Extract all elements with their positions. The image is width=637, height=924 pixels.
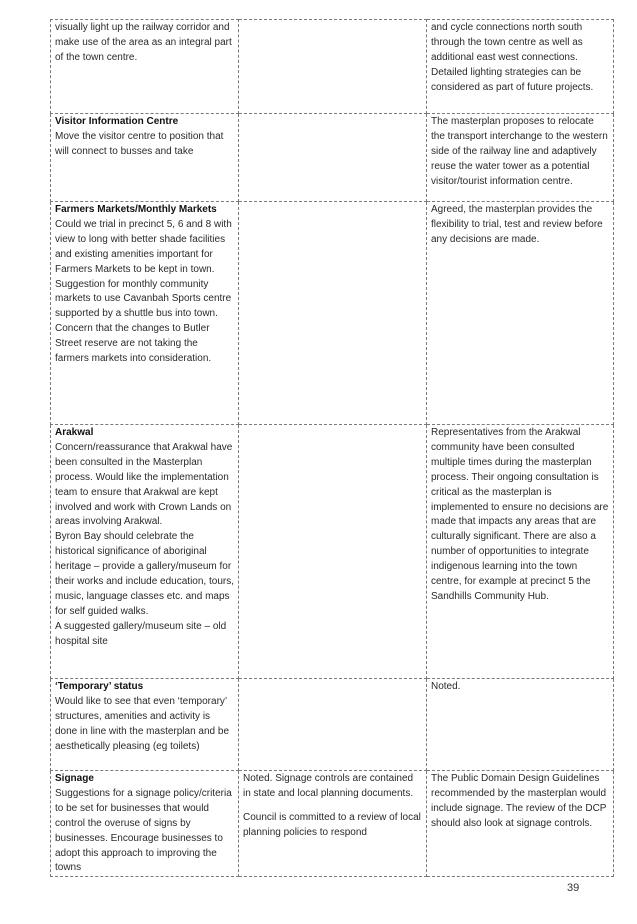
issue-cell (51, 20, 239, 114)
issue-text: A suggested gallery/museum site – old hospital site (55, 620, 227, 647)
response-cell (427, 20, 614, 114)
issue-heading: Visitor Information Centre (55, 116, 179, 127)
comment-cell (239, 771, 427, 877)
response-text: Noted. (431, 681, 461, 692)
comment-cell (239, 425, 427, 679)
comment-cell (239, 679, 427, 771)
response-text: The masterplan proposes to relocate the transport interchange to the western side of the railway line and adaptively reuse the water tower as a potential visitor/tourist information centre. (431, 116, 608, 187)
table-row (51, 425, 614, 679)
issue-text: Concern that the changes to Butler Street reserve are not taking the farmers markets into consideration. (55, 323, 212, 365)
table-row (51, 114, 614, 202)
table-row (51, 202, 614, 425)
issue-text: Would like to see that even ‘temporary’ structures, amenities and activity is done in line with the masterplan and be aesthetically pleasing (eg toilets) (55, 695, 230, 752)
issue-heading: Signage (55, 773, 94, 784)
response-text: and cycle connections north south through the town centre as well as additional east west connections. Detailed lighting strategies can be considered as part of future projects. (431, 22, 594, 93)
issue-text: Byron Bay should celebrate the historical significance of aboriginal heritage – provide a gallery/museum for their works and include education, tours, music, language classes etc. and maps for self guided walks. (55, 531, 234, 617)
issue-heading: Farmers Markets/Monthly Markets (55, 204, 217, 215)
issue-text: Suggestion for monthly community markets to use Cavanbah Sports centre supported by a shuttle bus into town. (55, 278, 232, 320)
issue-text: Could we trial in precinct 5, 6 and 8 with view to long with better shade facilities and existing amenities important for Farmers Markets to be kept in town. (55, 218, 232, 275)
issue-text: Concern/reassurance that Arakwal have been consulted in the Masterplan process. Would like the implementation team to ensure that Arakwal are kept involved and work with Crown Lands on areas involving Arakwal. (55, 441, 233, 528)
response-cell (427, 679, 614, 771)
response-text: Agreed, the masterplan provides the flexibility to trial, test and review before any decisions are made. (431, 204, 603, 245)
comment-cell (239, 20, 427, 114)
response-text: Representatives from the Arakwal community have been consulted multiple times during the masterplan process. Their ongoing consultation is critical as the masterplan is implemented to ensure no decisions are made that impacts any areas that are culturally significant. There are also a number of opportunities to integrate indigenous learning into the town centre, for example at precinct 5 the Sandhills Community Hub. (431, 427, 609, 602)
table-row (51, 771, 614, 877)
issue-text: visually light up the railway corridor and make use of the area as an integral part of the town centre. (55, 22, 232, 63)
comment-cell (239, 114, 427, 202)
response-cell (427, 425, 614, 679)
issue-heading: Arakwal (55, 427, 94, 438)
issue-text: Move the visitor centre to position that will connect to busses and take (55, 130, 224, 157)
table-row (51, 20, 614, 114)
issue-cell (51, 679, 239, 771)
issue-cell (51, 202, 239, 425)
comment-cell (239, 202, 427, 425)
issue-cell (51, 114, 239, 202)
issue-heading: ‘Temporary’ status (55, 681, 144, 692)
comment-text: Council is committed to a review of local planning policies to respond (243, 811, 421, 838)
issue-cell (51, 425, 239, 679)
comment-text: Noted. Signage controls are contained in state and local planning documents. (243, 773, 414, 799)
response-cell (427, 202, 614, 425)
response-text: The Public Domain Design Guidelines recommended by the masterplan would include signage. The review of the DCP should also look at signage controls. (431, 773, 607, 829)
consultation-table (50, 19, 614, 877)
issue-text: Suggestions for a signage policy/criteria to be set for businesses that would control the overuse of signs by businesses. Encourage businesses to adopt this approach to improving the towns (55, 787, 232, 874)
issue-cell (51, 771, 239, 877)
response-cell (427, 771, 614, 877)
response-cell (427, 114, 614, 202)
table-row (51, 679, 614, 771)
page-number: 39 (567, 882, 580, 894)
paragraph-gap (243, 802, 422, 811)
